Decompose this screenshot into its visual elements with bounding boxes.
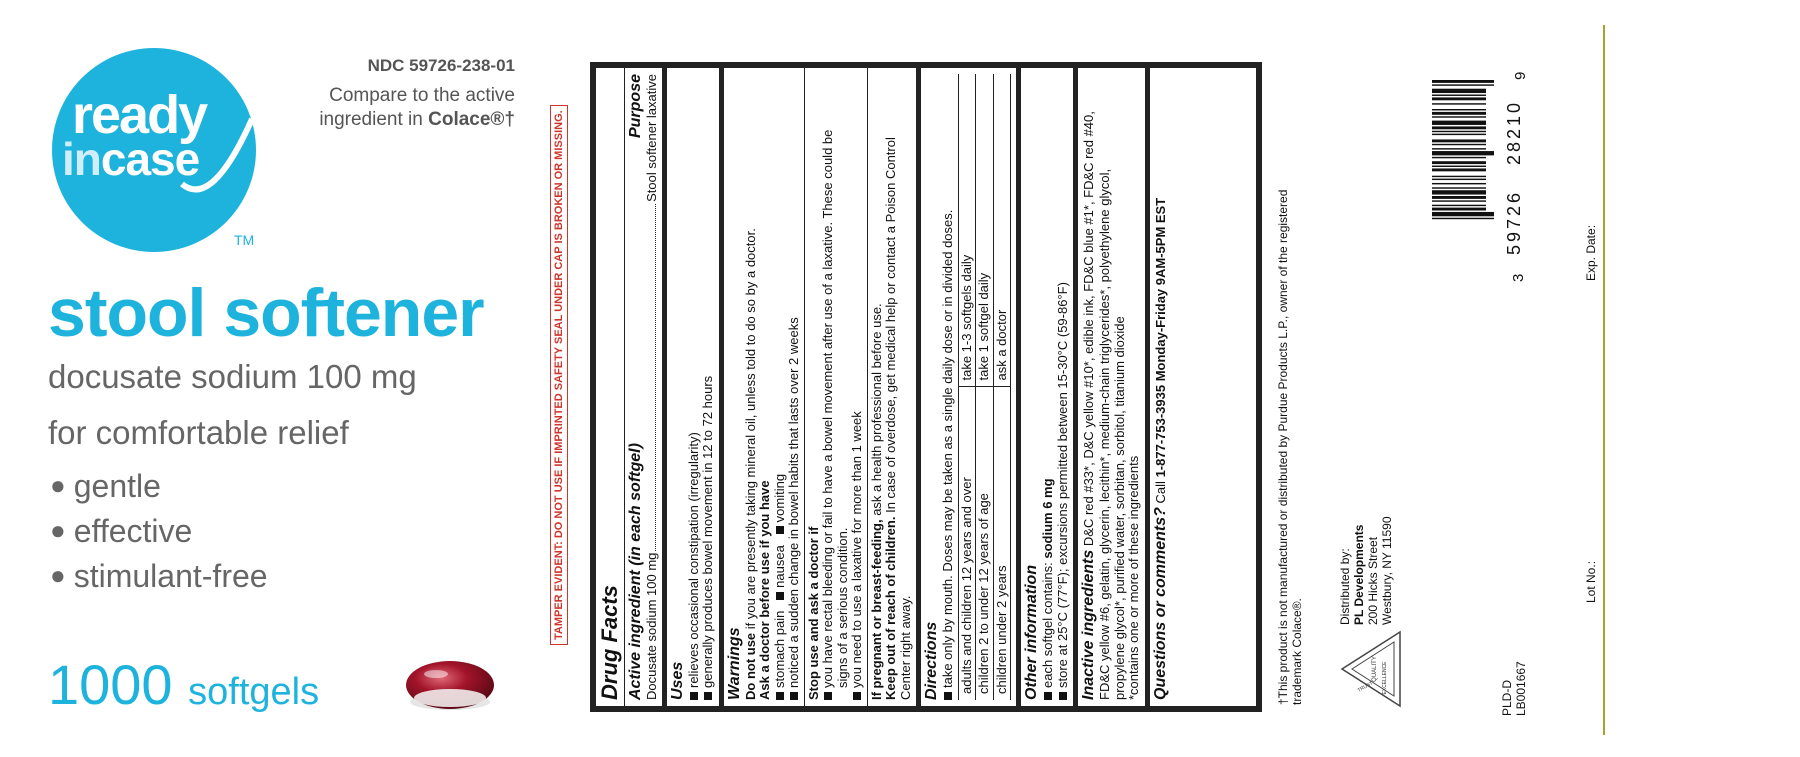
product-name: stool softener	[48, 275, 484, 351]
tamper-evident-notice: TAMPER EVIDENT: DO NOT USE IF IMPRINTED SAFETY SEAL UNDER CAP IS BROKEN OR MISSING.	[550, 105, 568, 645]
upc-right-digits: 28210	[1504, 99, 1524, 165]
purpose-header: Purpose	[627, 74, 644, 139]
inactive-ingredients-section: Inactive ingredients D&C red #33*, D&C yellow #10*, edible ink, FD&C blue #1*, FD&C red #40, FD&C yellow #6, gelatin, glycerin, lecithin*, medium-chain triglycerides*, polyethylene glycol, propylene glycol*, purified water, sorbitan, sorbitol, titanium dioxide *contains one or more of these ingredients	[1073, 68, 1145, 706]
upc-first-digit: 3	[1510, 272, 1527, 282]
upc-barcode	[1432, 80, 1494, 270]
svg-text:TRUST: TRUST	[1356, 680, 1375, 694]
upc-last-digit: 9	[1512, 71, 1529, 80]
active-ingredient-strength: docusate sodium 100 mg	[48, 358, 417, 395]
expiration-date-label: Exp. Date:	[1584, 224, 1598, 281]
active-ingredient-purpose: Stool softener laxative	[644, 74, 659, 202]
uses-section: Uses relieves occasional constipation (irregularity) generally produces bowel movement in 12 to 72 hours	[662, 68, 719, 706]
panel-border-line	[1603, 25, 1605, 735]
svg-text:EXCELLENCE: EXCELLENCE	[1382, 661, 1388, 695]
directions-section: Directions take only by mouth. Doses may be taken as a single daily dose or in divided doses. adults and children 12 years and over take 1-3 softgels daily children 2 to under 12 years of age take 1 softgel daily children under 2 years ask a doctor	[916, 68, 1016, 706]
softgel-image	[404, 658, 496, 714]
tagline: for comfortable relief	[48, 414, 349, 451]
trademark-disclaimer: †This product is not manufactured or distributed by Purdue Products L.P., owner of the registered trademark Colace®.	[1276, 189, 1304, 705]
drug-facts-panel	[590, 62, 1262, 712]
questions-section: Questions or comments? Call 1-877-753-3935 Monday-Friday 9AM-5PM EST	[1145, 68, 1173, 706]
drug-facts-title: Drug Facts	[597, 585, 622, 700]
compare-statement: Compare to the active ingredient in Colace®†	[319, 85, 515, 130]
benefit-bullet: ● gentle	[50, 468, 161, 504]
brand-logo-ready: ready	[72, 85, 207, 145]
warnings-section: Warnings Do not use if you are presently taking mineral oil, unless told to do so by a doctor. Ask a doctor before use if you have stomach pain nausea vomiting noticed a sudden change in bowel habits that lasts over 2 weeks Stop use and ask a doctor if you have rectal bleeding or fail to have a bowel movement after use of a laxative. These could be signs of a serious condition. you need to use a laxative for more than 1 week If pregnant or breast-feeding, ask a health professional before use. Keep out of reach of children. In case of overdose, get medical help or contact a Poison Control Center right away.	[719, 68, 917, 706]
benefit-bullet: ● stimulant-free	[50, 558, 268, 594]
trademark-mark: TM	[234, 232, 255, 248]
benefit-bullet: ● effective	[50, 513, 193, 549]
upc-left-digits: 59726	[1504, 189, 1524, 255]
active-ingredient-header: Active ingredient (in each softgel)	[627, 443, 644, 700]
lot-number-label: Lot No.:	[1584, 560, 1598, 603]
ndc-number: NDC 59726-238-01	[367, 56, 515, 75]
svg-text:QUALITY: QUALITY	[1372, 656, 1378, 682]
other-information-section: Other information each softgel contains: sodium 6 mg store at 25°C (77°F); excursions permitted between 15-30°C (59-86°F)	[1016, 68, 1073, 706]
brand-logo	[52, 48, 256, 252]
active-ingredient-name: Docusate sodium 100 mg	[644, 552, 659, 700]
table-row: children under 2 years ask a doctor	[993, 74, 1011, 700]
table-row: children 2 to under 12 years of age take 1 softgel daily	[976, 74, 994, 700]
dosage-table	[958, 74, 1012, 700]
checkmark-swoosh-icon	[172, 114, 262, 214]
brand-logo-incase: incase	[62, 133, 200, 185]
distributor-info: Distributed by: PL Developments 200 Hicks Street Westbury, NY 11590	[1338, 516, 1394, 625]
table-row: adults and children 12 years and over take 1-3 softgels daily	[958, 74, 976, 700]
package-count: 1000 softgels	[48, 653, 320, 716]
product-code: PLD-D LB001667	[1500, 661, 1528, 716]
quality-seal-icon	[1338, 628, 1404, 710]
